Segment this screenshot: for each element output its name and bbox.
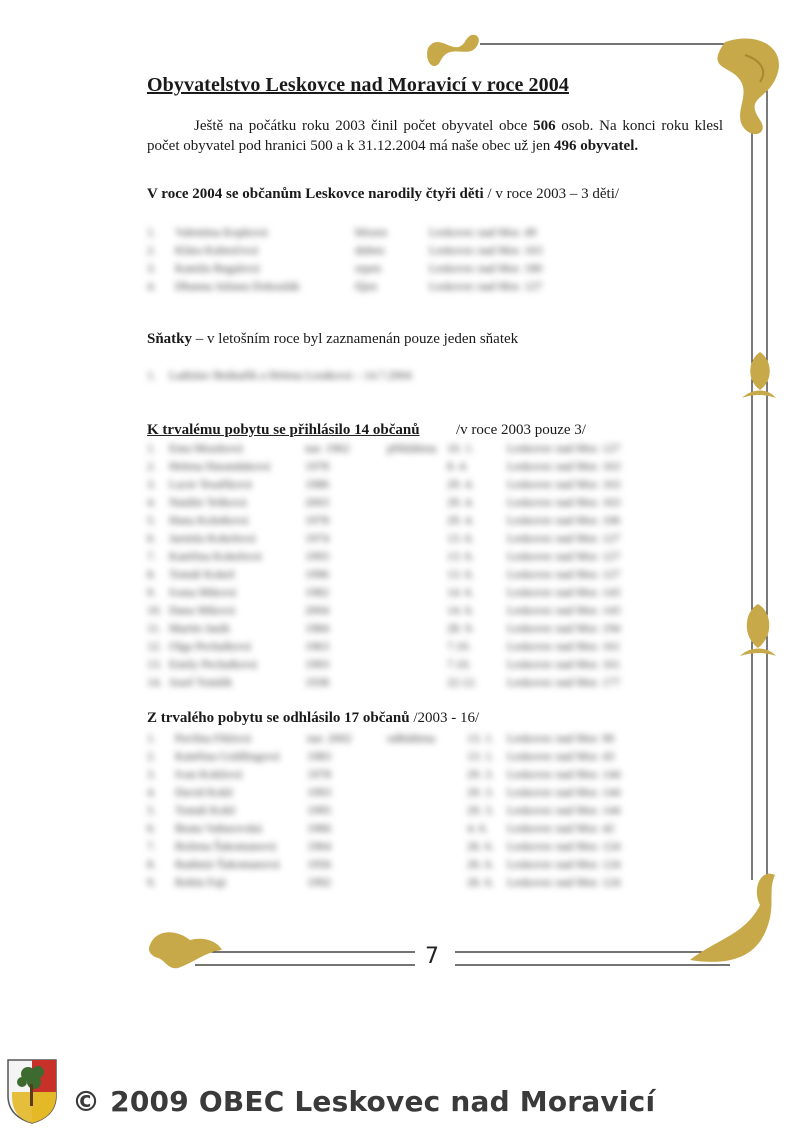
record-cell: 1986 xyxy=(305,477,329,491)
record-cell: 8. xyxy=(147,857,156,871)
record-cell: 11. xyxy=(147,621,162,635)
record-cell: Radimír Šakomanová xyxy=(175,857,280,871)
record-cell: Lucie Tesaříková xyxy=(169,477,252,491)
record-cell: 10. xyxy=(147,603,162,617)
record-cell: 14. 6. xyxy=(447,585,474,599)
record-cell: Leskovec nad Mor. 163 xyxy=(507,477,621,491)
record-cell: Leskovec nad Mor. 127 xyxy=(507,531,621,545)
record-cell: Kateřina Goldlingová xyxy=(175,749,280,763)
record-cell: 1984 xyxy=(305,621,329,635)
record-cell: 29. 3. xyxy=(467,785,494,799)
record-cell: Hana Kolníková xyxy=(169,513,248,527)
record-cell: přihlášena xyxy=(387,441,437,455)
record-cell: 1982 xyxy=(305,585,329,599)
record-cell: Klára Kubesčová xyxy=(175,243,258,257)
record-cell: 3. xyxy=(147,477,156,491)
record-cell: 4. xyxy=(147,279,156,293)
record-cell: 4. xyxy=(147,495,156,509)
record-cell: Leskovec nad Mor. 127 xyxy=(429,279,543,293)
record-cell: Leskovec nad Mor. 143 xyxy=(507,603,621,617)
record-cell: 1995 xyxy=(307,803,331,817)
record-cell: 4. 6. xyxy=(467,821,488,835)
record-cell: Leskovec nad Mor. 127 xyxy=(507,441,621,455)
departures-heading: Z trvalého pobytu se odhlásilo 17 občanů /2003 - 16/ xyxy=(147,710,480,726)
record-cell: 1983 xyxy=(307,749,331,763)
record-cell: 1978 xyxy=(307,767,331,781)
record-cell: 2004 xyxy=(305,603,329,617)
record-cell: 3. xyxy=(147,261,156,275)
record-cell: Dbanna Juliana Dokoulák xyxy=(175,279,300,293)
record-cell: 1963 xyxy=(305,639,329,653)
record-cell: březen xyxy=(355,225,387,239)
record-cell: srpen xyxy=(355,261,381,275)
record-cell: 29. 4. xyxy=(447,495,474,509)
record-cell: 28. 9. xyxy=(447,621,474,635)
record-cell: Emily Pechalková xyxy=(169,657,257,671)
record-cell: Tomáš Kokš xyxy=(175,803,236,817)
record-cell: Leskovec nad Mor. 163 xyxy=(507,459,621,473)
ornament-top-right xyxy=(717,38,778,134)
record-cell: odhlášena xyxy=(387,731,435,745)
record-cell: 2003 xyxy=(305,495,329,509)
record-cell: Leskovec nad Mor. 124 xyxy=(507,839,621,853)
marriages-heading: Sňatky – v letošním roce byl zaznamenán pouze jeden sňatek xyxy=(147,331,519,347)
arrivals-heading-note: /v roce 2003 pouze 3/ xyxy=(456,422,586,438)
record-cell: 13. 6. xyxy=(447,549,474,563)
record-cell: Valentina Kopková xyxy=(175,225,268,239)
record-cell: 3. xyxy=(147,767,156,781)
record-cell: Jarmila Kokešová xyxy=(169,531,256,545)
record-cell: Leskovec nad Mor. 106 xyxy=(507,513,621,527)
record-cell: 13. 6. xyxy=(447,531,474,545)
record-cell: Dana Miková xyxy=(169,603,235,617)
record-cell: 1978 xyxy=(305,513,329,527)
record-cell: 26. 6. xyxy=(467,839,494,853)
record-cell: 7.10. xyxy=(447,639,471,653)
record-cell: 12. xyxy=(147,639,162,653)
record-cell: 29. 4. xyxy=(447,513,474,527)
record-cell: Leskovec nad Mor. 42 xyxy=(507,821,615,835)
arrivals-heading: K trvalému pobytu se přihlásilo 14 občanů xyxy=(147,422,420,438)
footer xyxy=(0,1018,800,1132)
record-cell: 13. 6. xyxy=(447,567,474,581)
record-cell: Beata Vaňurovská xyxy=(175,821,262,835)
record-cell: 1. xyxy=(147,368,156,382)
record-cell: 14. xyxy=(147,675,162,689)
record-cell: 7. xyxy=(147,839,156,853)
record-cell: 26. 6. xyxy=(467,857,494,871)
record-cell: Pavlína Fiklová xyxy=(175,731,251,745)
record-cell: 13. 1. xyxy=(467,749,494,763)
record-cell: Kamila Bugalová xyxy=(175,261,260,275)
record-cell: 1996 xyxy=(305,567,329,581)
record-cell: 22.12. xyxy=(447,675,477,689)
record-cell: Leskovec nad Mor. 144 xyxy=(507,803,621,817)
record-cell: Leskovec nad Mor. 194 xyxy=(507,621,621,635)
record-cell: Leskovec nad Mor. 90 xyxy=(507,731,615,745)
ornament-right-flower-2 xyxy=(740,604,776,656)
ornament-top-squiggle xyxy=(427,35,479,66)
record-cell: Leskovec nad Mor. 43 xyxy=(507,749,615,763)
record-cell: Božena Šakomanová xyxy=(175,839,276,853)
ornament-right-flower-1 xyxy=(742,352,776,398)
record-cell: 9. xyxy=(147,875,156,889)
record-cell: Josef Tomšík xyxy=(169,675,233,689)
record-cell: Ivan Kokšová xyxy=(175,767,242,781)
record-cell: 1993 xyxy=(305,657,329,671)
record-cell: nar. 2002 xyxy=(307,731,352,745)
record-cell: 1992 xyxy=(307,875,331,889)
record-cell: Leskovec nad Mor. 124 xyxy=(507,857,621,871)
page-number: 7 xyxy=(425,944,439,969)
village-crest-icon xyxy=(6,1058,58,1124)
page-title: Obyvatelstvo Leskovce nad Moravicí v roce 2004 xyxy=(147,74,569,96)
record-cell: Leskovec nad Mor. 180 xyxy=(429,261,543,275)
record-cell: 14. 6. xyxy=(447,603,474,617)
record-cell: Helena Harandaková xyxy=(169,459,270,473)
record-cell: Robin Fajt xyxy=(175,875,227,889)
record-cell: 9. xyxy=(147,585,156,599)
record-cell: Leskovec nad Mor. 144 xyxy=(507,785,621,799)
record-cell: duben xyxy=(355,243,385,257)
ornament-bottom-left-bird xyxy=(149,932,222,968)
births-heading: V roce 2004 se občanům Leskovce narodily čtyři děti / v roce 2003 – 3 děti/ xyxy=(147,186,620,202)
record-cell: Leskovec nad Mor. 161 xyxy=(507,639,621,653)
record-cell: 13. 1. xyxy=(467,731,494,745)
record-cell: 26. 6. xyxy=(467,875,494,889)
record-cell: Leskovec nad Mor. 161 xyxy=(507,657,621,671)
record-cell: Olga Pechalková xyxy=(169,639,251,653)
record-cell: 1956 xyxy=(307,857,331,871)
record-cell: Leskovec nad Mor. 163 xyxy=(507,495,621,509)
record-cell: 1. xyxy=(147,225,156,239)
record-cell: 2. xyxy=(147,243,156,257)
record-cell: 7.10. xyxy=(447,657,471,671)
record-cell: 13. xyxy=(147,657,162,671)
record-cell: 29. 3. xyxy=(467,767,494,781)
record-cell: 5. xyxy=(147,803,156,817)
intro-paragraph: Ještě na počátku roku 2003 činil počet obyvatel obce 506 osob. Na konci roku klesl počet obyvatel pod hranici 500 a k 31.12.2004 má naše obec už jen 496 obyvatel. xyxy=(147,118,723,154)
record-cell: Ivana Miková xyxy=(169,585,236,599)
record-cell: 2. xyxy=(147,749,156,763)
record-cell: 1966 xyxy=(307,821,331,835)
record-cell: 8. xyxy=(147,567,156,581)
record-cell: nar. 1962 xyxy=(305,441,350,455)
record-cell: 2. xyxy=(147,459,156,473)
record-cell: 29. 3. xyxy=(467,803,494,817)
record-cell: Ema Mrazková xyxy=(169,441,243,455)
record-cell: 7. xyxy=(147,549,156,563)
record-cell: 6. xyxy=(147,531,156,545)
record-cell: Leskovec nad Mor. 124 xyxy=(507,875,621,889)
record-cell: 1. xyxy=(147,731,156,745)
copyright-text: © 2009 OBEC Leskovec nad Moravicí xyxy=(72,1085,656,1118)
record-cell: 1993 xyxy=(305,549,329,563)
record-cell: 1974 xyxy=(305,531,329,545)
record-cell: 5. xyxy=(147,513,156,527)
record-cell: 1938 xyxy=(305,675,329,689)
record-cell: Leskovec nad Mor. 177 xyxy=(507,675,621,689)
record-cell: David Kokš xyxy=(175,785,233,799)
record-cell: Leskovec nad Mor. 144 xyxy=(507,767,621,781)
record-cell: Natálie Tešková xyxy=(169,495,247,509)
record-cell: 1993 xyxy=(307,785,331,799)
record-cell: Leskovec nad Mor. 49 xyxy=(429,225,537,239)
record-cell: Leskovec nad Mor. 163 xyxy=(429,243,543,257)
record-cell: 8. 4. xyxy=(447,459,468,473)
record-cell: 6. xyxy=(147,821,156,835)
record-cell: říjen xyxy=(355,279,377,293)
record-cell: 1978 xyxy=(305,459,329,473)
record-cell: Ladislav Bednařík a Helena Lesáková – 14.7.2004 xyxy=(169,368,412,382)
record-cell: 1964 xyxy=(307,839,331,853)
record-cell: Leskovec nad Mor. 143 xyxy=(507,585,621,599)
record-cell: Leskovec nad Mor. 127 xyxy=(507,567,621,581)
record-cell: Martin Janík xyxy=(169,621,230,635)
record-cell: Tomáš Kokeš xyxy=(169,567,235,581)
record-cell: 1. xyxy=(147,441,156,455)
record-cell: Kateřina Kokešová xyxy=(169,549,262,563)
record-cell: Leskovec nad Mor. 127 xyxy=(507,549,621,563)
ornament-bottom-right-bird xyxy=(690,874,775,962)
record-cell: 4. xyxy=(147,785,156,799)
record-cell: 10. 1. xyxy=(447,441,474,455)
record-cell: 29. 4. xyxy=(447,477,474,491)
